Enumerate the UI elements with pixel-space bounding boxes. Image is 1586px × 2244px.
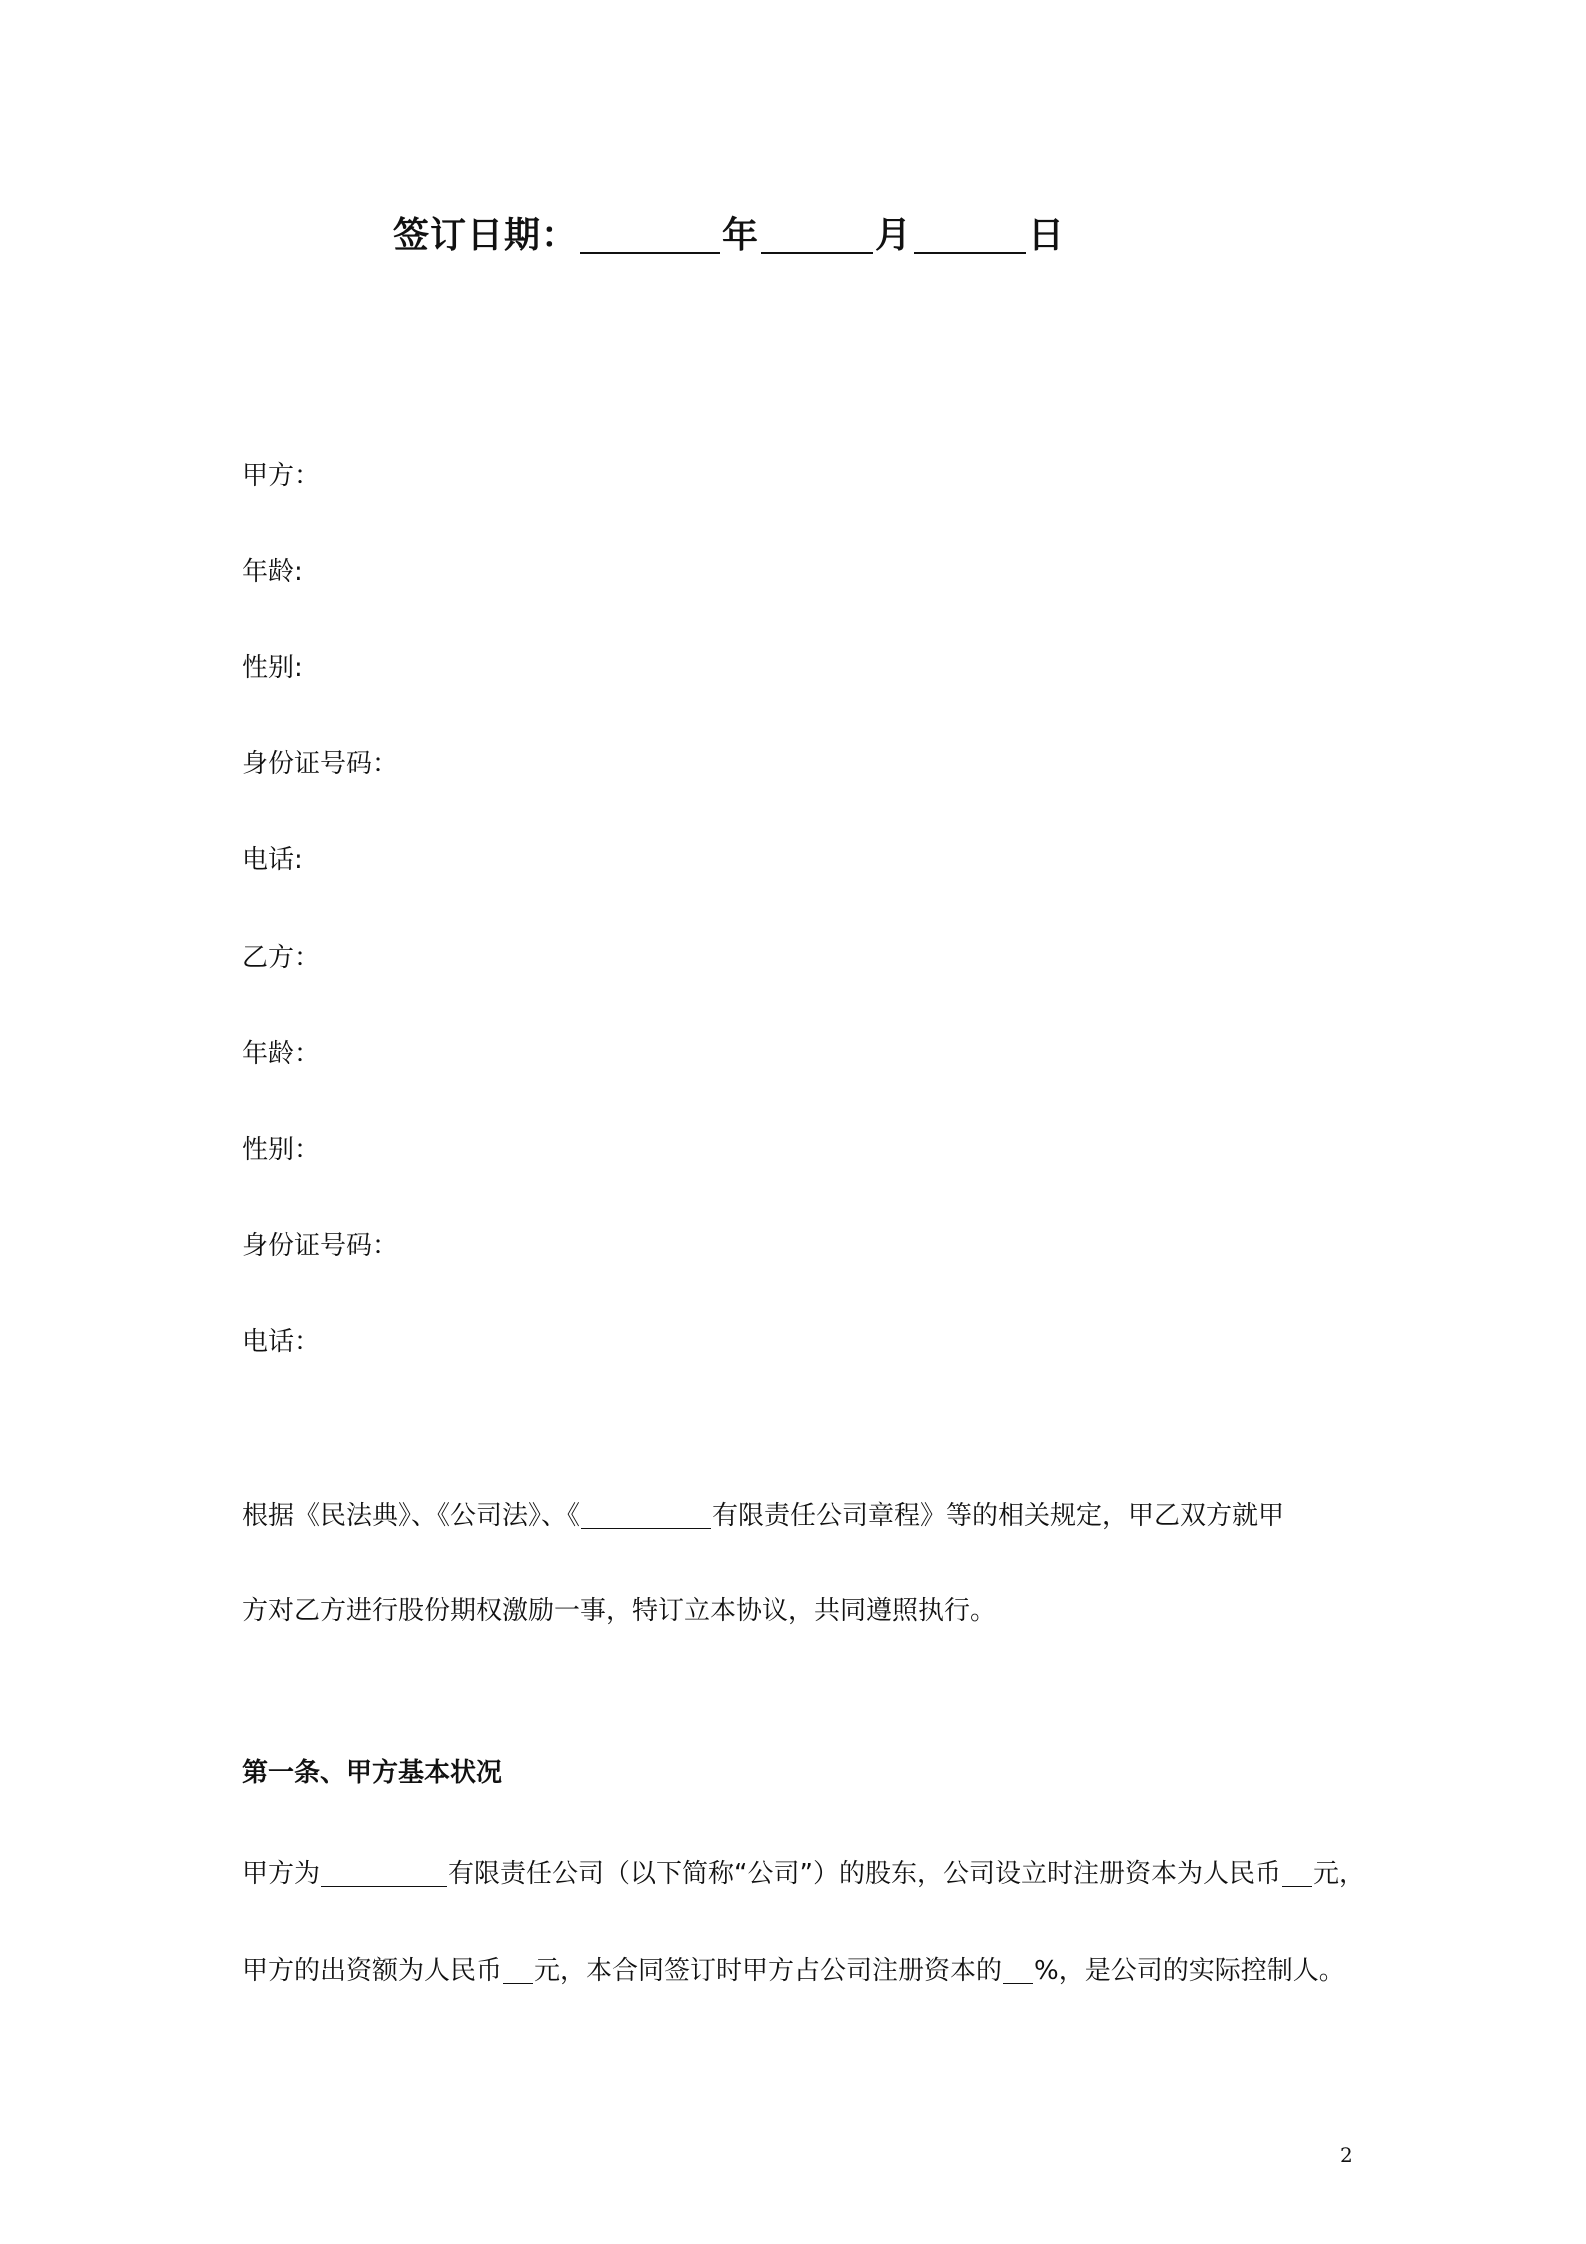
party-a-gender-label: 性别: [242,653,303,683]
article-1-text-1a: 甲方为 [242,1859,321,1889]
article-1-text-2b: 元，本合同签订时甲方占公司注册资本的 [534,1956,1003,1986]
party-b-phone-label: 电话： [242,1327,321,1357]
share-percent-blank [1003,1955,1033,1984]
contribution-blank [503,1955,533,1984]
preamble-text-2: 方对乙方进行股份期权激励一事，特订立本协议，共同遵照执行。 [242,1596,997,1626]
preamble-line-1 [242,1495,1284,1532]
month-unit: 月 [875,215,913,256]
article-1-line-2 [242,1950,1345,1987]
article-1-text-2c: %，是公司的实际控制人。 [1034,1956,1345,1986]
page-number: 2 [1340,2143,1353,2167]
company-name-blank [581,1500,711,1529]
party-a-phone-label: 电话: [242,845,303,875]
article-1-line-1 [242,1853,1365,1890]
party-b-gender-label: 性别： [242,1135,321,1165]
preamble-text-1b: 有限责任公司章程》等的相关规定，甲乙双方就甲 [712,1501,1285,1531]
party-b-id-label: 身份证号码： [242,1231,399,1261]
article-1-text-1b: 有限责任公司（以下简称“公司”）的股东，公司设立时注册资本为人民币 [448,1859,1281,1889]
sign-date-line [393,198,1065,258]
registered-capital-blank [1282,1858,1312,1887]
sign-date-label: 签订日期： [393,215,579,256]
party-b-name-label: 乙方： [242,943,321,973]
party-b-age-label: 年龄： [242,1039,321,1069]
party-a-name-label: 甲方： [242,461,321,491]
month-blank [761,210,873,254]
article-1-text-1c: 元， [1312,1859,1365,1889]
year-unit: 年 [722,215,760,256]
article-1-text-2a: 甲方的出资额为人民币 [242,1956,503,1986]
year-blank [580,210,720,254]
preamble-text-1a: 根据《民法典》、《公司法》、《 [242,1501,581,1531]
day-unit: 日 [1028,215,1066,256]
party-a-age-label: 年龄: [242,557,303,587]
article-1-heading: 第一条、甲方基本状况 [242,1758,503,1788]
preamble-line-2 [242,1590,996,1627]
article-1-company-blank [321,1858,447,1887]
party-a-id-label: 身份证号码： [242,749,399,779]
day-blank [914,210,1026,254]
